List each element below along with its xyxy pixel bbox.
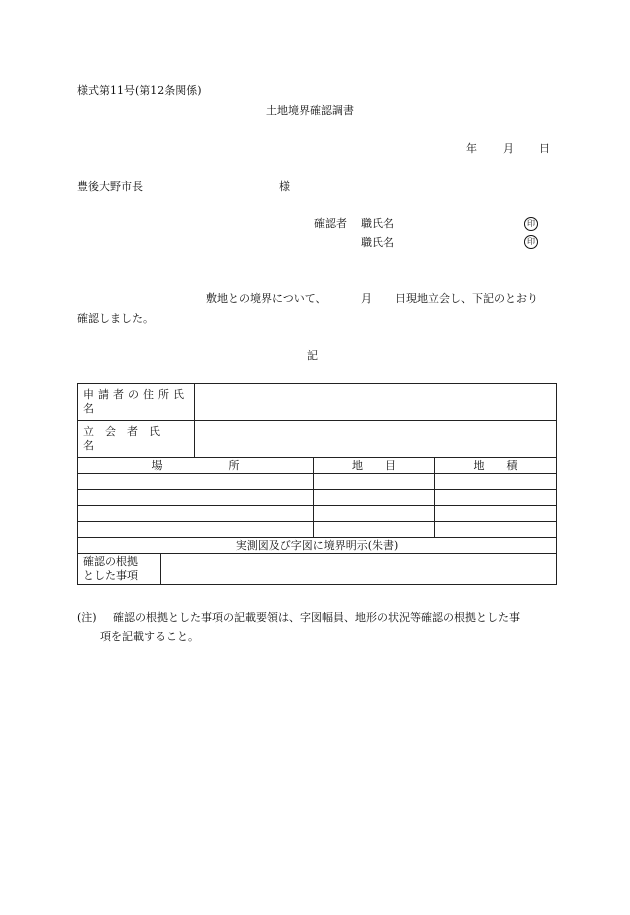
confirmer-label: 確認者 — [314, 217, 347, 230]
body-line1-part2: 日現地立会し、下記のとおり — [395, 292, 538, 305]
confirmer-title-name-2: 職氏名 — [361, 236, 394, 249]
date-month-label: 月 — [503, 142, 514, 155]
place-cell — [78, 506, 314, 522]
landtype-cell — [314, 506, 435, 522]
confirmer-title-name-1: 職氏名 — [361, 217, 394, 230]
landtype-cell — [314, 522, 435, 538]
form-number: 様式第11号(第12条関係) — [77, 84, 202, 97]
table-row — [78, 506, 557, 522]
place-cell — [78, 474, 314, 490]
basis-label — [78, 554, 161, 585]
area-cell — [435, 474, 557, 490]
column-header-row — [78, 458, 557, 474]
addressee-name: 豊後大野市長 — [77, 180, 143, 193]
witness-row — [78, 421, 557, 458]
date-year-label: 年 — [466, 142, 477, 155]
note-line2: 項を記載すること。 — [100, 630, 199, 643]
date-day-label: 日 — [539, 142, 550, 155]
body-line1-month: 月 — [361, 292, 372, 305]
confirmation-table — [77, 383, 557, 585]
place-cell — [78, 522, 314, 538]
table-row — [78, 522, 557, 538]
table-row — [78, 474, 557, 490]
place-cell — [78, 490, 314, 506]
landtype-cell — [314, 490, 435, 506]
seal-mark-1: 印 — [524, 217, 538, 231]
table-row — [78, 490, 557, 506]
basis-label-line2: とした事項 — [83, 569, 138, 582]
basis-label-line1: 確認の根拠 — [83, 555, 138, 568]
area-cell — [435, 506, 557, 522]
basis-row — [78, 554, 557, 585]
col-area-header: 地 積 — [435, 458, 557, 474]
seal-mark-2: 印 — [524, 235, 538, 249]
survey-label: 実測図及び字図に境界明示(朱書) — [78, 538, 557, 554]
witness-label: 立会者氏名 — [78, 421, 195, 458]
applicant-label: 申請者の住所氏名 — [78, 384, 195, 421]
basis-value — [161, 554, 557, 585]
area-cell — [435, 490, 557, 506]
document-title: 土地境界確認調書 — [266, 104, 354, 117]
col-landtype-header: 地 目 — [314, 458, 435, 474]
note-line1: 確認の根拠とした事項の記載要領は、字図幅員、地形の状況等確認の根拠とした事 — [113, 611, 520, 624]
col-place-header: 場 所 — [78, 458, 314, 474]
body-line1-part1: 敷地との境界について、 — [206, 292, 327, 305]
survey-row — [78, 538, 557, 554]
note-prefix: (注) — [77, 611, 97, 624]
body-line2: 確認しました。 — [77, 312, 154, 325]
area-cell — [435, 522, 557, 538]
applicant-row — [78, 384, 557, 421]
witness-value — [195, 421, 557, 458]
applicant-value — [195, 384, 557, 421]
landtype-cell — [314, 474, 435, 490]
ki-heading: 記 — [307, 349, 318, 362]
addressee-honorific: 様 — [279, 180, 290, 193]
